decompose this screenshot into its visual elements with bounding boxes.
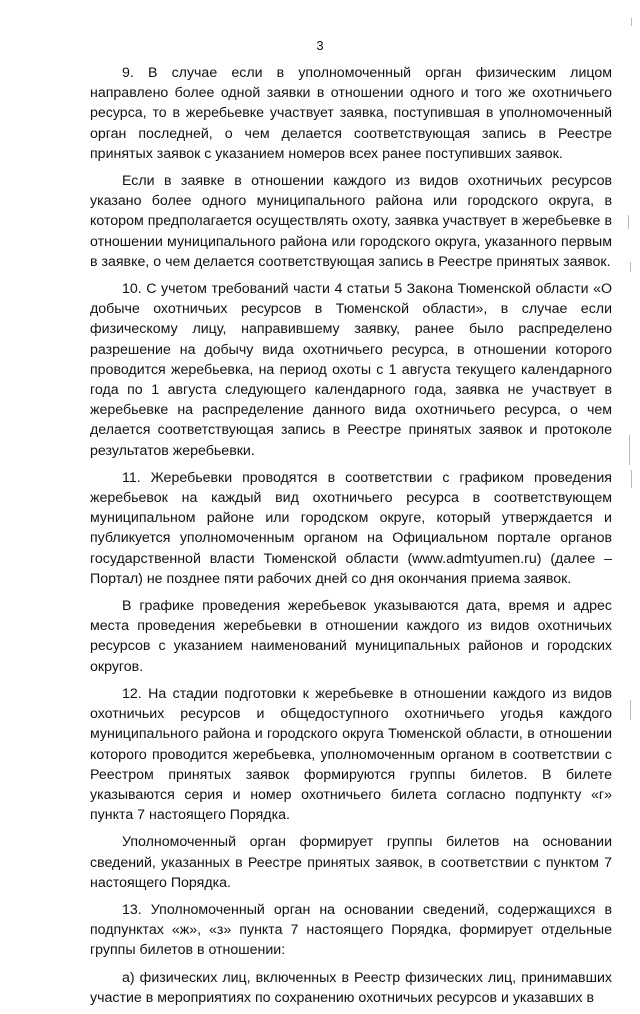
paragraph-10: 10. С учетом требований части 4 статьи 5 Закона Тюменской области «О добыче охотничьих ресурсов в Тюменской области», в случае если физическому лицу, направившему заявку, ранее было распределено разрешение на добычу вида охотничьего ресурса, в отношении которого проводится жеребьевка, на период охоты с 1 августа текущего календарного года по 1 августа следующего календарного года, заявка не участвует в жеребьевке на распределение данного вида охотничьего ресурса, о чем делается соответствующая запись в Реестре принятых заявок и протоколе результатов жеребьевки. (90, 281, 612, 459)
scan-edge-mark (630, 262, 631, 272)
paragraph-13-item-a: а) физических лиц, включенных в Реестр физических лиц, принимавших участие в мероприятиях по сохранению охотничьих ресурсов и указавших в (90, 969, 612, 1006)
scan-edge-mark (628, 215, 629, 229)
paragraph-9-continued: Если в заявке в отношении каждого из видов охотничьих ресурсов указано более одного муниципального района или городского округа, в котором предполагается осуществлять охоту, заявка участвует в жеребьевке в отношении муниципального района или городского округа, указанного первым в заявке, о чем делается соответствующая запись в Реестре принятых заявок. (90, 173, 612, 270)
scan-edge-mark (631, 470, 632, 488)
paragraph-13: 13. Уполномоченный орган на основании сведений, содержащихся в подпунктах «ж», «з» пункта 7 настоящего Порядка, формирует отдельные группы билетов в отношении: (90, 901, 612, 959)
paragraph-12: 12. На стадии подготовки к жеребьевке в отношении каждого из видов охотничьих ресурсов и общедоступного охотничьего угодья каждого муниципального района и городского округа Тюменской области, в отношении которого проводится жеребьевка, уполномоченным органом в соответствии с Реестром принятых заявок формируются группы билетов. В билете указываются серия и номер охотничьего билета согласно подпункту «г» пункта 7 настоящего Порядка. (90, 685, 612, 824)
paragraph-9: 9. В случае если в уполномоченный орган физическим лицом направлено более одной заявки в отношении одного и того же охотничьего ресурса, то в жеребьевке участвует заявка, поступившая в уполномоченный орган последней, о чем делается соответствующая запись в Реестре принятых заявок с указанием номеров всех ранее поступивших заявок. (90, 65, 612, 162)
paragraph-12-continued: Уполномоченный орган формирует группы билетов на основании сведений, указанных в Реестре принятых заявок, в соответствии с пунктом 7 настоящего Порядка. (90, 834, 612, 891)
scan-edge-mark (629, 435, 630, 465)
paragraph-11: 11. Жеребьевки проводятся в соответствии с графиком проведения жеребьевок на каждый вид охотничьего ресурса в соответствующем муниципальном районе или городском округе, который утверждается и публикуется уполномоченным органом на Официальном портале органов государственной власти Тюменской области (www.admtyumen.ru) (далее – Портал) не позднее пяти рабочих дней со дня окончания приема заявок. (90, 469, 612, 587)
document-body (90, 63, 612, 1014)
scan-edge-mark (631, 18, 632, 26)
scan-edge-mark (630, 700, 631, 720)
paragraph-11-continued: В графике проведения жеребьевок указываются дата, время и адрес места проведения жеребьевки в отношении каждого из видов охотничьих ресурсов с указанием наименований муниципальных районов и городских округов. (90, 598, 612, 675)
page-number: 3 (316, 38, 324, 53)
